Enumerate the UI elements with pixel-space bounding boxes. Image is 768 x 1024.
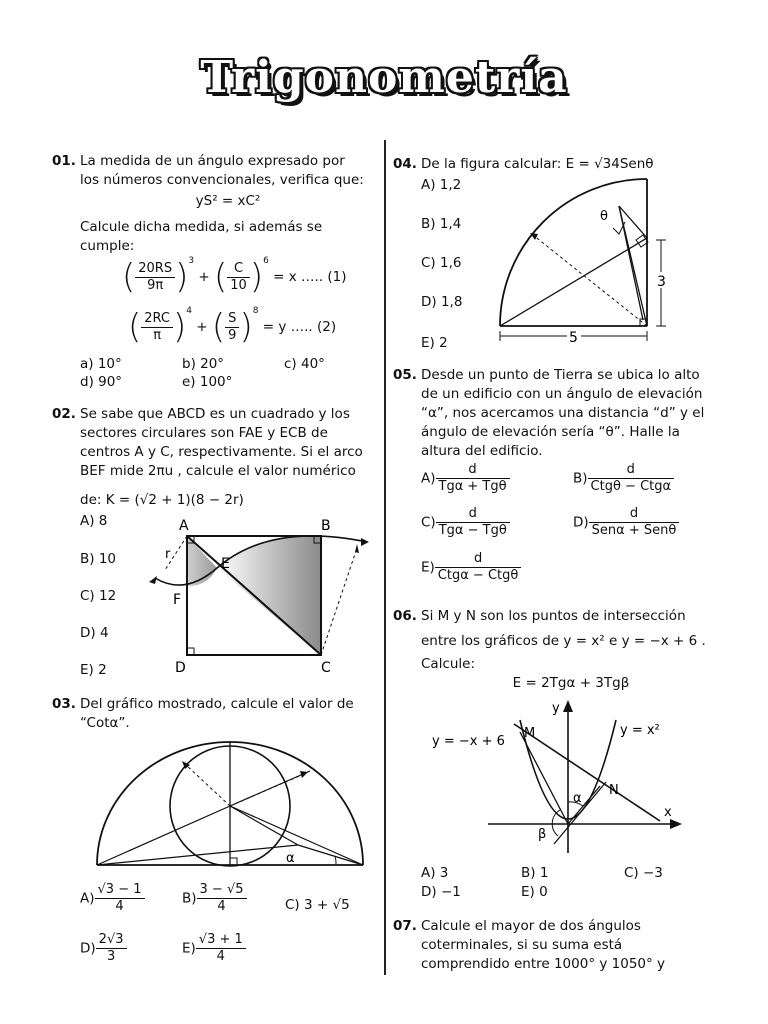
option-c: C) 12 bbox=[80, 588, 117, 604]
label-line: y = −x + 6 bbox=[432, 734, 505, 749]
label-d: D bbox=[175, 660, 186, 676]
problem-text: cumple: bbox=[80, 238, 135, 254]
problem-text: los números convencionales, verifica que: bbox=[80, 172, 364, 188]
equation: E = 2Tgα + 3Tgβ bbox=[512, 675, 630, 691]
quarter-circle-figure bbox=[493, 178, 673, 346]
label-x: x bbox=[664, 805, 672, 820]
option-c: C) −3 bbox=[624, 865, 663, 881]
label-b: B bbox=[321, 518, 331, 534]
fraction-denominator: π bbox=[153, 327, 162, 343]
option-b: B) 1 bbox=[521, 865, 549, 881]
right-angle-mark bbox=[187, 648, 194, 655]
option-e: E) $\frac{√3 + 1}{4}$ bbox=[182, 932, 246, 965]
problem-number: 07. bbox=[393, 918, 417, 934]
problem-text: Calcule: bbox=[421, 656, 476, 672]
problem-text: BEF mide 2πu , calcule el valor numérico bbox=[80, 463, 356, 479]
problem-text: Del gráfico mostrado, calcule el valor de bbox=[80, 696, 354, 712]
fraction-numerator: C bbox=[227, 261, 250, 278]
option-d: D) 4 bbox=[80, 625, 109, 641]
option-b: B) $\frac{3 - √5}{4}$ bbox=[182, 882, 247, 915]
problem-text: sectores circulares son FAE y ECB de bbox=[80, 425, 328, 441]
fraction-numerator: 20RS bbox=[135, 261, 175, 278]
problem-number: 05. bbox=[393, 367, 417, 383]
semicircle-figure bbox=[90, 738, 370, 868]
problem-text: centros A y C, respectivamente. Si el arco bbox=[80, 444, 363, 460]
arrow-head bbox=[149, 576, 157, 584]
label-alpha: α bbox=[573, 791, 582, 806]
label-c: C bbox=[321, 660, 331, 676]
option-c: C) $\frac{d}{\text{Tgα − Tgθ}}$ bbox=[421, 506, 510, 539]
problem-text: altura del edificio. bbox=[421, 443, 543, 459]
problem-number: 02. bbox=[52, 406, 76, 422]
radius-dashed bbox=[321, 548, 357, 655]
option-e: e) 100° bbox=[182, 374, 233, 390]
option-c: c) 40° bbox=[284, 356, 325, 372]
option-e: E) 2 bbox=[421, 335, 448, 351]
problem-text: Calcule el mayor de dos ángulos bbox=[421, 918, 641, 934]
option-d: D) 1,8 bbox=[421, 294, 463, 310]
problem-text: coterminales, si su suma está bbox=[421, 937, 623, 953]
option-a: A) $\frac{d}{\text{Tgα + Tgθ}}$ bbox=[421, 462, 510, 495]
problem-text: Calcule dicha medida, si además se bbox=[80, 219, 323, 235]
right-angle-mark bbox=[230, 858, 237, 865]
problem-number: 01. bbox=[52, 153, 76, 169]
option-b: B) $\frac{d}{\text{Ctgθ − Ctgα}}$ bbox=[573, 462, 674, 495]
problem-text: La medida de un ángulo expresado por bbox=[80, 153, 345, 169]
option-a: A) 3 bbox=[421, 865, 449, 881]
segment-om bbox=[520, 732, 568, 824]
fraction-denominator: 10 bbox=[230, 277, 247, 293]
option-b: B) 1,4 bbox=[421, 216, 462, 232]
option-c: C) 3 + √5 bbox=[285, 897, 350, 913]
label-5: 5 bbox=[569, 330, 578, 346]
label-alpha: α bbox=[286, 851, 295, 866]
equation-1: ( $\frac{20RS}{9\pi}$ )$^3$ + ( $\frac{C}{10}$ )$^6$ = x ….. (1) bbox=[122, 256, 347, 297]
option-e: E) $\frac{d}{\text{Ctgα − Ctgθ}}$ bbox=[421, 551, 521, 584]
equation: yS² = xC² bbox=[195, 193, 261, 209]
label-e: E bbox=[221, 556, 230, 572]
label-y: y bbox=[552, 701, 560, 716]
option-b: b) 20° bbox=[182, 356, 225, 372]
arrow-head bbox=[361, 538, 369, 546]
label-n: N bbox=[609, 783, 619, 798]
label-a: A bbox=[179, 518, 189, 534]
graph-figure bbox=[428, 698, 688, 860]
option-e: E) 0 bbox=[521, 884, 548, 900]
equation-2: ( $\frac{2RC}{\pi}$ )$^4$ + ( $\frac{S}{9}$ )$^8$ = y ….. (2) bbox=[128, 306, 337, 347]
fraction-denominator: 9π bbox=[147, 277, 164, 293]
fraction-denominator: 9 bbox=[228, 327, 237, 343]
problem-text: Se sabe que ABCD es un cuadrado y los bbox=[80, 406, 350, 422]
option-a: A) 1,2 bbox=[421, 177, 462, 193]
problem-text: de un edificio con un ángulo de elevación bbox=[421, 386, 703, 402]
problem-text: de: K = (√2 + 1)(8 − 2r) bbox=[80, 492, 244, 508]
problem-number: 06. bbox=[393, 608, 417, 624]
label-f: F bbox=[173, 592, 182, 608]
option-d: D) $\frac{2√3}{3}$ bbox=[80, 932, 127, 965]
problem-text: Desde un punto de Tierra se ubica lo alto bbox=[421, 367, 700, 383]
label-m: M bbox=[524, 726, 536, 741]
option-d: D) $\frac{d}{\text{Senα + Senθ}}$ bbox=[573, 506, 679, 539]
problem-text: Si M y N son los puntos de intersección bbox=[421, 608, 686, 624]
problem-text: De la figura calcular: E = √34Senθ bbox=[421, 156, 654, 172]
angle-alpha-arc bbox=[335, 856, 336, 865]
option-a: a) 10° bbox=[80, 356, 122, 372]
column-divider bbox=[384, 140, 386, 975]
problem-text: comprendido entre 1000° y 1050° y bbox=[421, 956, 666, 972]
label-theta: θ bbox=[600, 209, 608, 224]
label-3: 3 bbox=[657, 274, 666, 290]
radius-dashed bbox=[185, 764, 230, 806]
label-r: r bbox=[165, 547, 171, 562]
problem-number: 03. bbox=[52, 696, 76, 712]
quarter-arc bbox=[500, 179, 647, 326]
page-title: Trigonometría bbox=[200, 52, 568, 103]
problem-text: “α”, nos acercamos una distancia “d” y el bbox=[421, 405, 705, 421]
angle-beta-arc bbox=[552, 810, 560, 836]
option-b: B) 10 bbox=[80, 551, 116, 567]
option-d: D) −1 bbox=[421, 884, 461, 900]
shaded-region bbox=[217, 536, 321, 655]
option-c: C) 1,6 bbox=[421, 255, 462, 271]
fraction-numerator: 2RC bbox=[141, 311, 173, 328]
option-d: d) 90° bbox=[80, 374, 123, 390]
option-a: A) $\frac{√3 - 1}{4}$ bbox=[80, 882, 145, 915]
square-sectors-figure bbox=[145, 512, 375, 682]
option-e: E) 2 bbox=[80, 662, 107, 678]
problem-number: 04. bbox=[393, 156, 417, 172]
option-a: A) 8 bbox=[80, 513, 108, 529]
fraction-numerator: S bbox=[225, 311, 239, 328]
label-beta: β bbox=[538, 827, 547, 842]
label-parabola: y = x² bbox=[620, 723, 660, 738]
problem-text: entre los gráficos de y = x² e y = −x + 6 . bbox=[421, 633, 706, 649]
problem-text: “Cotα”. bbox=[80, 715, 130, 731]
problem-text: ángulo de elevación sería “θ”. Halle la bbox=[421, 424, 680, 440]
